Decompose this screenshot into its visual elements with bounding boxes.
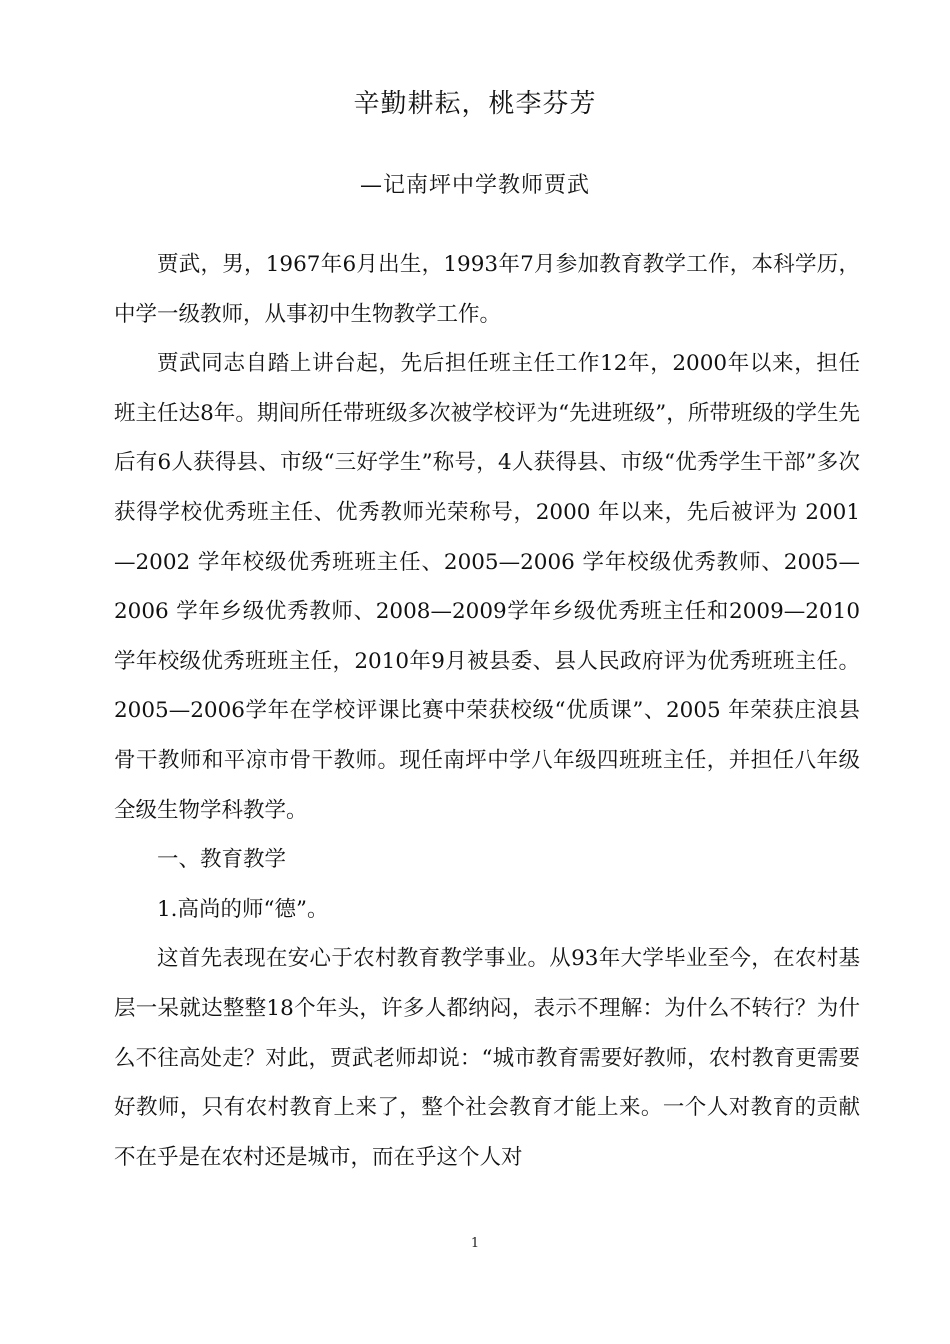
page-number: 1 (470, 1236, 480, 1251)
paragraph-achievements: 贾武同志自踏上讲台起，先后担任班主任工作12年，2000年以来，担任班主任达8年。期间所任带班级多次被学校评为“先进班级”，所带班级的学生先后有6人获得县、市级“三好学生”称号，4人获得县、市级“优秀学生干部”多次获得学校优秀班主任、优秀教师光荣称号，2000 年以来，先后被评为 2001—2002 学年校级优秀班班主任、2005—2006 学年校级优秀教师、2005—2006 学年乡级优秀教师、2008—2009学年乡级优秀班主任和2009—2010学年校级优秀班班主任，2010年9月被县委、县人民政府评为优秀班班主任。2005—2006学年在学校评课比赛中荣获校级“优质课”、2005 年荣获庄浪县骨干教师和平凉市骨干教师。现任南坪中学八年级四班班主任，并担任八年级全级生物学科教学。 (114, 351, 860, 823)
document-subtitle: —记南坪中学教师贾武 (359, 173, 590, 198)
subsection-heading: 1.高尚的师“德”。 (157, 896, 329, 922)
paragraph-bio: 贾武，男，1967年6月出生，1993年7月参加教育教学工作，本科学历，中学一级教师，从事初中生物教学工作。 (114, 252, 860, 327)
document-title: 辛勤耕耘，桃李芬芳 (353, 89, 597, 119)
document-body (114, 240, 860, 1182)
paragraph-ethics: 这首先表现在安心于农村教育教学事业。从93年大学毕业至今，在农村基层一呆就达整整18个年头，许多人都纳闷，表示不理解：为什么不转行？为什么不往高处走？对此，贾武老师却说：“城市教育需要好教师，农村教育更需要好教师，只有农村教育上来了，整个社会教育才能上来。一个人对教育的贡献不在乎是在农村还是城市，而在乎这个人对 (114, 946, 860, 1170)
section-heading: 一、教育教学 (157, 847, 287, 873)
